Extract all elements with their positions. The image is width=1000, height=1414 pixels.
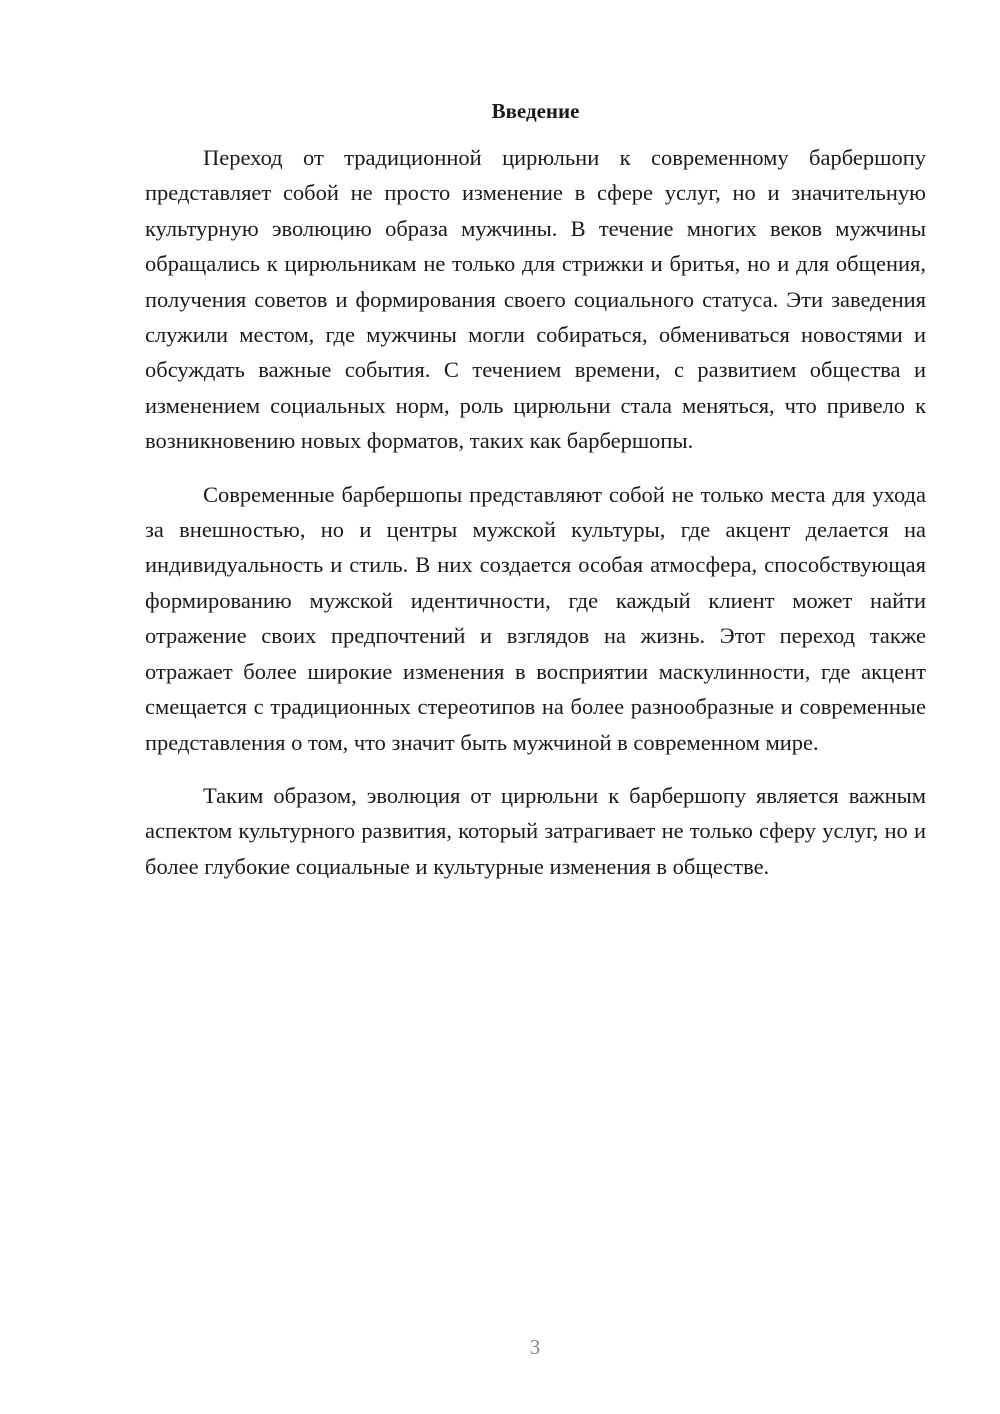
section-heading: Введение [491,99,580,123]
page-number: 3 [529,1335,541,1359]
body-text [145,140,926,884]
paragraph-1: Переход от традиционной цирюльни к современному барбершопу представляет собой не просто изменение в сфере услуг, но и значительную культурную эволюцию образа мужчины. В течение многих веков мужчины обращались к цирюльникам не только для стрижки и бритья, но и для общения, получения советов и формирования своего социального статуса. Эти заведения служили местом, где мужчины могли собираться, обмениваться новостями и обсуждать важные события. С течением времени, с развитием общества и изменением социальных норм, роль цирюльни стала меняться, что привело к возникновению новых форматов, таких как барбершопы. [145,145,926,454]
paragraph-2: Современные барбершопы представляют собой не только места для ухода за внешностью, но и центры мужской культуры, где акцент делается на индивидуальность и стиль. В них создается особая атмосфера, способствующая формированию мужской идентичности, где каждый клиент может найти отражение своих предпочтений и взглядов на жизнь. Этот переход также отражает более широкие изменения в восприятии маскулинности, где акцент смещается с традиционных стереотипов на более разнообразные и современные представления о том, что значит быть мужчиной в современном мире. [145,481,926,755]
paragraph-3: Таким образом, эволюция от цирюльни к барбершопу является важным аспектом культурного развития, который затрагивает не только сферу услуг, но и более глубокие социальные и культурные изменения в обществе. [145,782,926,879]
